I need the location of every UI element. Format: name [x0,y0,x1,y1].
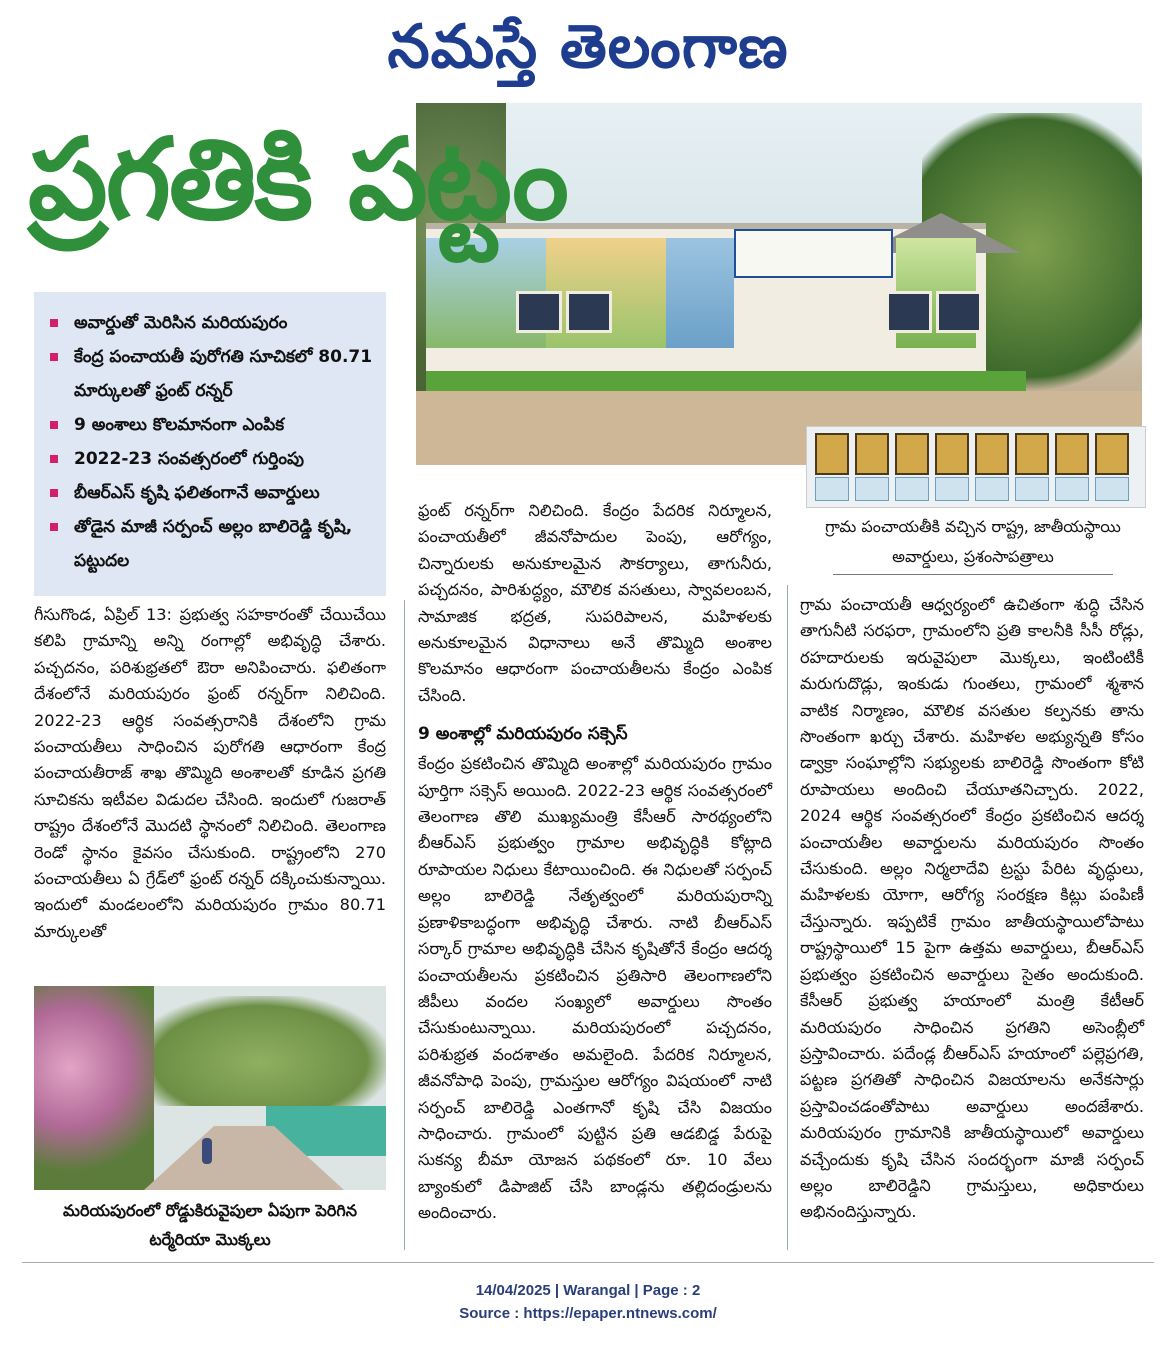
article-column-1 [34,602,386,945]
bullet-icon [50,489,58,497]
caption-awards-line1: గ్రామ పంచాయతీకి వచ్చిన రాష్ట్ర, జాతీయస్థాయి [825,517,1121,536]
highlight-item: తోడైన మాజీ సర్పంచ్ అల్లం బాలిరెడ్డి కృషి, పట్టుదల [48,510,380,578]
highlight-item: 2022-23 సంవత్సరంలో గుర్తింపు [48,442,380,476]
masthead-logo: నమస్తే తెలంగాణ [387,12,789,82]
footer-date-edition: 14/04/2025 | Warangal | Page : 2 [475,1282,701,1299]
article-paragraph: గీసుగొండ, ఏప్రిల్ 13: ప్రభుత్వ సహకారంతో చేయిచేయి కలిపి గ్రామాన్ని అన్ని రంగాల్లో అభివృద్ధి చేశారు. పచ్చదనం, పరిశుభ్రతలో ఔరా అనిపించారు. ఫలితంగా దేశంలోనే మరియపురం ఫ్రంట్ రన్నర్‌గా నిలిచింది. 2022-23 ఆర్థిక సంవత్సరానికి దేశంలోని గ్రామ పంచాయతీలు సాధించిన పురోగతి ఆధారంగా కేంద్ర పంచాయతీరాజ్ శాఖ తొమ్మిది అంశాలతో కూడిన ప్రగతి సూచికను ఇటీవల విడుదల చేసింది. ఇందులో గుజరాత్ రాష్ట్రం దేశంలోనే మొదటి స్థానంలో నిలిచింది. తెలంగాణ రెండో స్థానం కైవసం చేసుకుంది. రాష్ట్రంలోని 270 పంచాయతీలు ఏ గ్రేడ్‌లో ఫ్రంట్ రన్నర్ దక్కించుకున్నాయి. ఇందులో మండలంలోని మరియపురం గ్రామం 80.71 మార్కులతో [34,605,386,941]
caption-road [34,1196,386,1254]
photo-awards [806,426,1146,508]
caption-road-line2: టర్మేరియా మొక్కలు [149,1230,271,1249]
office-signboard [734,229,893,278]
bullet-icon [50,353,58,361]
highlight-item: అవార్డుతో మెరిసిన మరియపురం [48,306,380,340]
caption-road-line1: మరియపురంలో రోడ్డుకిరువైపులా ఏపుగా పెరిగిన [63,1201,357,1220]
article-paragraph: గ్రామ పంచాయతీ ఆధ్వర్యంలో ఉచితంగా శుద్ధి చేసిన తాగునీటి సరఫరా, గ్రామంలోని ప్రతి కాలనీకి సీసీ రోడ్లు, రహదారులకు ఇరువైపులా మొక్కలు, ఇంటింటికీ మరుగుదొడ్లు, ఇంకుడు గుంతలు, గ్రామంలో శ్మశాన వాటిక నిర్మాణం, మౌలిక వసతుల కల్పనకు తాను సొంతంగా ఖర్చు చేశారు. మహిళల అభ్యున్నతి కోసం డ్వాక్రా సంఘాల్లోని సభ్యులకు బాలిరెడ్డి సొంతంగా కోటి రూపాయలు అందించి చేయూతనిచ్చారు. 2022, 2024 ఆర్థిక సంవత్సరంలో కేంద్రం ప్రకటించిన ఆదర్శ పంచాయతీల అవార్డులను మరియపురం సొంతం చేసుకుంది. అల్లం నిర్మలాదేవి ట్రస్టు పేరిట వృద్ధులు, మహిళలకు యోగా, ఆరోగ్య సంరక్షణ కిట్లు పంపిణీ చేస్తున్నారు. ఇప్పటికే గ్రామం జాతీయస్థాయిలోపాటు రాష్ట్రస్థాయిలో 15 పైగా ఉత్తమ అవార్డులు, బీఆర్ఎస్ ప్రభుత్వం ప్రకటించిన అవార్డులు సైతం అందుకుంది. కేసీఆర్ ప్రభుత్వ హయాంలో మంత్రి కేటీఆర్ మరియపురం సాధించిన ప్రగతిని అసెంబ్లీలో ప్రస్తావించారు. పదేండ్ల బీఆర్ఎస్ హయాంలో పల్లెప్రగతి, పట్టణ ప్రగతితో సాధించిన విజయాలను అనేకసార్లు ప్రస్తావించడంతోపాటు అవార్డులు అందజేశారు. మరియపురం గ్రామానికి జాతీయస్థాయిలో అవార్డులు వచ్చేందుకు కృషి చేసిన సందర్భంగా మాజీ సర్పంచ్ అల్లం బాలిరెడ్డిని గ్రామస్తులు, అధికారులు అభినందిస్తున్నారు. [800,595,1144,1222]
bottom-rule [22,1262,1154,1263]
bullet-icon [50,319,58,327]
highlight-item: 9 అంశాలు కొలమానంగా ఎంపిక [48,408,380,442]
highlight-item: బీఆర్ఎస్ కృషి ఫలితంగానే అవార్డులు [48,476,380,510]
bullet-icon [50,455,58,463]
article-subheading: 9 అంశాల్లో మరియపురం సక్సెస్ [418,724,628,745]
article-column-2 [418,498,772,1227]
caption-awards-line2: అవార్డులు, ప్రశంసాపత్రాలు [892,547,1054,566]
article-paragraph: ఫ్రంట్ రన్నర్‌గా నిలిచింది. కేంద్రం పేదరిక నిర్మూలన, పంచాయతీలో జీవనోపాదుల పెంపు, ఆరోగ్యం, చిన్నారులకు అనుకూలమైన సౌకర్యాలు, తాగునీరు, పచ్చదనం, పారిశుద్ధ్యం, మౌలిక వసతులు, స్వావలంబన, సామాజిక భద్రత, సుపరిపాలన, మహిళలకు అనుకూలమైన విధానాలు అనే తొమ్మిది అంశాల కొలమానం ఆధారంగా పంచాయతీలను కేంద్రం ఎంపిక చేసింది. [418,501,772,705]
article-paragraph: కేంద్రం ప్రకటించిన తొమ్మిది అంశాల్లో మరియపురం గ్రామం పూర్తిగా సక్సెస్ అయింది. 2022-23 ఆర్థిక సంవత్సరంలో తెలంగాణ తొలి ముఖ్యమంత్రి కేసీఆర్ సారథ్యంలోని బీఆర్ఎస్ ప్రభుత్వం గ్రామాల అభివృద్ధికి కోట్లాది రూపాయల నిధులు కేటాయించింది. ఈ నిధులతో సర్పంచ్ అల్లం బాలిరెడ్డి నేతృత్వంలో మరియపురాన్ని ప్రణాళికాబద్ధంగా అభివృద్ధి చేశారు. నాటి బీఆర్ఎస్ సర్కార్ గ్రామాల అభివృద్ధికి చేసిన కృషితోనే కేంద్రం ఆదర్శ పంచాయతీలను ప్రకటించిన ప్రతిసారి తెలంగాణలోని జీపీలు వందల సంఖ్యలో అవార్డులు సొంతం చేసుకుంటున్నాయి. మరియపురంలో పచ్చదనం, పరిశుభ్రత వందశాతం అమలైంది. పేదరిక నిర్మూలన, జీవనోపాధి పెంపు, గ్రామస్తుల ఆరోగ్యం విషయంలో నాటి సర్పంచ్ బాలిరెడ్డి ఎంతగానో కృషి చేసి విజయం సాధించారు. గ్రామంలో పుట్టిన ప్రతి ఆడబిడ్డ పేరుపై సుకన్య బీమా యోజన పథకంలో రూ. 10 వేలు బ్యాంకులో డిపాజిట్ చేసి బాండ్లను తల్లిదండ్రులను అందించారు. [418,754,772,1223]
bullet-icon [50,421,58,429]
footer-source-link[interactable]: Source : https://epaper.ntnews.com/ [459,1305,717,1322]
photo-road-plants [34,986,386,1190]
column-divider [404,600,405,1250]
highlight-item: కేంద్ర పంచాయతీ పురోగతి సూచికలో 80.71 మార్కులతో ఫ్రంట్ రన్నర్ [48,340,380,408]
column-divider [787,585,788,1250]
caption-awards [796,512,1150,575]
bullet-icon [50,523,58,531]
article-column-3 [800,592,1144,1226]
headline: ప్రగతికి పట్టం [28,115,567,245]
highlights-box [34,292,386,596]
person-figure [202,1138,212,1164]
